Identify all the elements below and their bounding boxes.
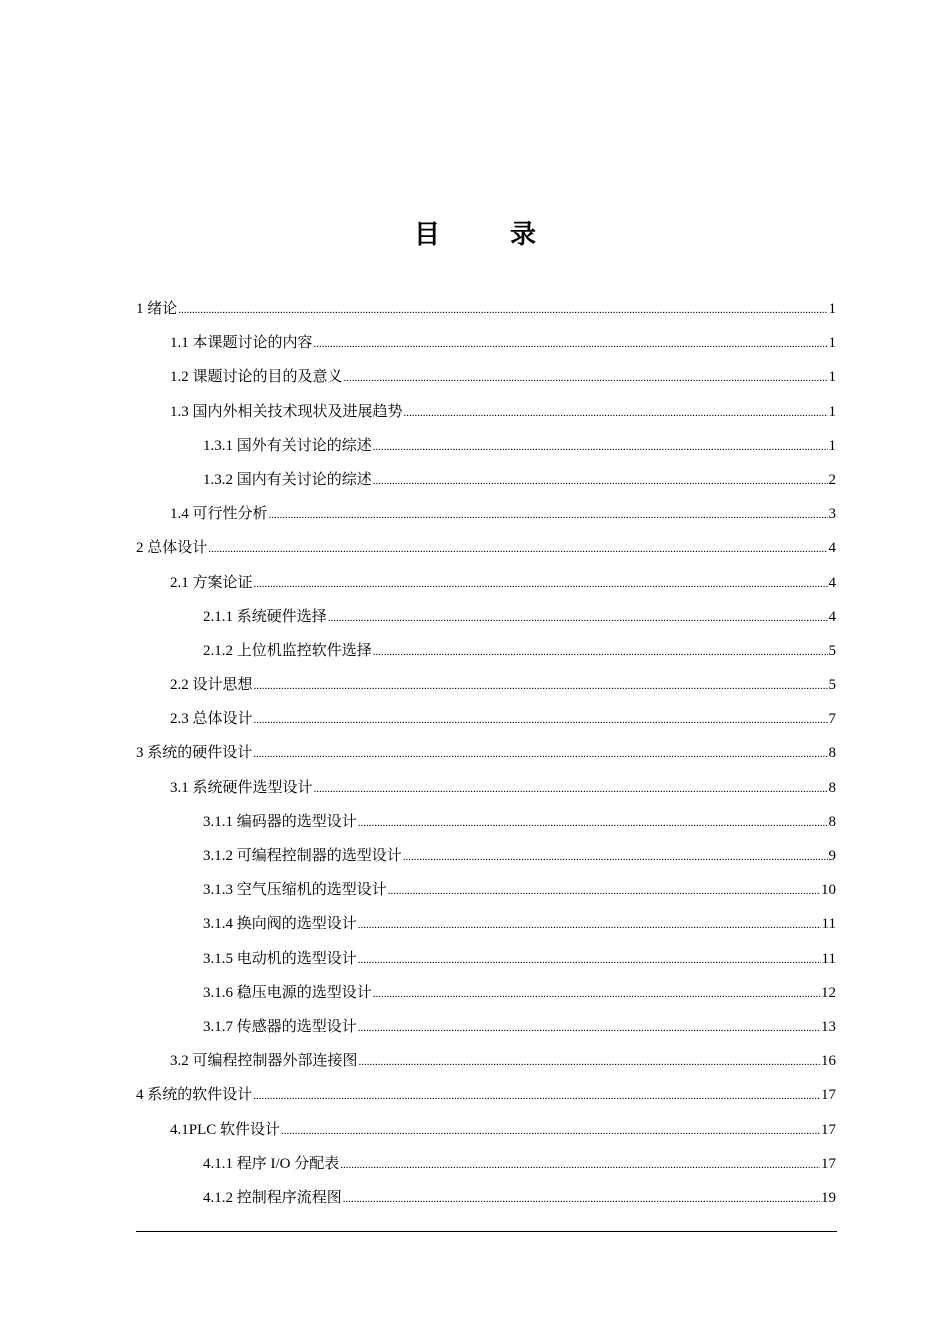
toc-dot-leader: [358, 943, 821, 977]
toc-entry-label: 2.3 总体设计: [170, 711, 253, 728]
toc-dot-leader: [328, 601, 828, 635]
toc-entry-page-number: 4: [828, 608, 836, 625]
toc-entry[interactable]: [136, 1181, 836, 1215]
toc-entry-label: 1.4 可行性分析: [170, 506, 268, 523]
toc-entry-label: 2.1.1 系统硬件选择: [203, 608, 327, 625]
toc-entry-label: 4.1.2 控制程序流程图: [203, 1189, 342, 1206]
toc-entry[interactable]: [136, 497, 836, 531]
toc-entry-label: 2 总体设计: [136, 540, 208, 557]
footer-rule: [136, 1231, 837, 1232]
toc-entry[interactable]: [136, 429, 836, 463]
toc-entry-page-number: 1: [828, 369, 836, 386]
toc-dot-leader: [253, 737, 827, 771]
toc-entry-page-number: 1: [828, 437, 836, 454]
toc-entry-page-number: 17: [821, 1087, 836, 1104]
toc-entry[interactable]: [136, 634, 836, 668]
toc-entry-label: 1.3.2 国内有关讨论的综述: [203, 471, 372, 488]
toc-dot-leader: [208, 532, 827, 566]
title-char-2: 录: [510, 220, 537, 250]
toc-dot-leader: [388, 874, 820, 908]
toc-entry-page-number: 11: [821, 950, 836, 967]
toc-dot-leader: [373, 635, 828, 669]
toc-entry-label: 3.1.1 编码器的选型设计: [203, 813, 357, 830]
toc-dot-leader: [254, 669, 828, 703]
toc-entry[interactable]: [136, 600, 836, 634]
toc-entry-label: 3.1.5 电动机的选型设计: [203, 950, 357, 967]
toc-entry-label: 3.1.2 可编程控制器的选型设计: [203, 848, 402, 864]
toc-dot-leader: [403, 840, 828, 874]
toc-entry[interactable]: [136, 1078, 836, 1112]
toc-entry-page-number: 8: [828, 745, 836, 762]
toc-entry[interactable]: [136, 1044, 836, 1078]
toc-entry[interactable]: [136, 1147, 836, 1181]
toc-entry-label: 2.1 方案论证: [170, 574, 253, 591]
toc-dot-leader: [269, 498, 828, 532]
toc-entry[interactable]: [136, 326, 836, 360]
toc-dot-leader: [254, 703, 828, 737]
toc-entry-page-number: 2: [828, 471, 836, 488]
toc-entry[interactable]: [136, 395, 836, 429]
title-char-1: 目: [413, 220, 440, 250]
toc-entry[interactable]: [136, 1113, 836, 1147]
toc-entry-page-number: 19: [821, 1189, 836, 1206]
toc-entry-label: 3.1.4 换向阀的选型设计: [203, 916, 357, 933]
toc-entry-page-number: 11: [821, 916, 836, 933]
toc-dot-leader: [373, 977, 820, 1011]
toc-dot-leader: [373, 430, 828, 464]
toc-dot-leader: [373, 464, 828, 498]
toc-dot-leader: [343, 1182, 820, 1216]
toc-entry-label: 1.3 国内外相关技术现状及进展趋势: [170, 403, 403, 420]
toc-dot-leader: [404, 396, 828, 430]
toc-entry-page-number: 1: [828, 301, 836, 317]
toc-dot-leader: [358, 806, 828, 840]
toc-entry-page-number: 5: [828, 642, 836, 659]
toc-entry-label: 4 系统的软件设计: [136, 1087, 253, 1104]
toc-entry-label: 1.3.1 国外有关讨论的综述: [203, 437, 372, 454]
toc-entry-page-number: 7: [828, 711, 836, 728]
toc-entry-page-number: 1: [828, 335, 836, 352]
toc-entry-page-number: 17: [821, 1155, 836, 1172]
toc-entry-page-number: 17: [821, 1121, 836, 1138]
toc-entry[interactable]: [136, 566, 836, 600]
toc-entry-label: 2.2 设计思想: [170, 677, 253, 694]
toc-dot-leader: [314, 772, 828, 806]
toc-dot-leader: [344, 361, 828, 395]
toc-entry-label: 1.2 课题讨论的目的及意义: [170, 369, 343, 386]
toc-entry[interactable]: [136, 736, 836, 770]
toc-entry[interactable]: [136, 668, 836, 702]
toc-dot-leader: [359, 1045, 820, 1079]
toc-entry-label: 3.1.3 空气压缩机的选型设计: [203, 882, 387, 899]
page-title: [0, 214, 950, 251]
toc-dot-leader: [358, 1011, 820, 1045]
toc-entry[interactable]: [136, 873, 836, 907]
toc-entry[interactable]: [136, 839, 836, 873]
toc-entry-label: 2.1.2 上位机监控软件选择: [203, 642, 372, 659]
toc-entry[interactable]: [136, 976, 836, 1010]
toc-entry-page-number: 1: [828, 403, 836, 420]
toc-entry[interactable]: [136, 907, 836, 941]
toc-entry-label: 3.1.6 稳压电源的选型设计: [203, 984, 372, 1001]
toc-entry[interactable]: [136, 360, 836, 394]
toc-entry-page-number: 3: [828, 506, 836, 523]
toc-entry-page-number: 4: [828, 574, 836, 591]
toc-dot-leader: [254, 567, 828, 601]
toc-entry-label: 1.1 本课题讨论的内容: [170, 335, 313, 352]
toc-entry-page-number: 10: [821, 882, 836, 899]
toc-entry-page-number: 4: [828, 540, 836, 557]
toc-dot-leader: [281, 1114, 820, 1148]
toc-entry-page-number: 5: [828, 677, 836, 694]
toc-entry-label: 3.2 可编程控制器外部连接图: [170, 1053, 358, 1070]
toc-entry[interactable]: [136, 771, 836, 805]
toc-dot-leader: [178, 293, 827, 327]
toc-entry[interactable]: [136, 531, 836, 565]
toc-entry-label: 4.1PLC 软件设计: [170, 1121, 281, 1138]
toc-entry-label: 4.1.1 程序 I/O 分配表: [203, 1155, 340, 1172]
toc-entry[interactable]: [136, 942, 836, 976]
toc-dot-leader: [358, 908, 821, 942]
toc-entry[interactable]: [136, 292, 836, 326]
toc-dot-leader: [314, 327, 828, 361]
toc-entry-page-number: 16: [821, 1053, 836, 1070]
table-of-contents: [136, 292, 836, 1215]
toc-entry-label: 3.1 系统硬件选型设计: [170, 779, 313, 796]
toc-entry[interactable]: [136, 702, 836, 736]
toc-entry-label: 3 系统的硬件设计: [136, 745, 253, 762]
toc-entry-page-number: 9: [828, 848, 836, 864]
toc-entry-label: 3.1.7 传感器的选型设计: [203, 1018, 357, 1035]
toc-entry-page-number: 8: [828, 779, 836, 796]
toc-entry-page-number: 13: [821, 1018, 836, 1035]
toc-entry[interactable]: [136, 463, 836, 497]
toc-entry-page-number: 12: [821, 984, 836, 1001]
toc-entry[interactable]: [136, 1010, 836, 1044]
toc-entry-label: 1 绪论: [136, 301, 178, 317]
toc-entry-page-number: 8: [828, 813, 836, 830]
toc-entry[interactable]: [136, 805, 836, 839]
toc-dot-leader: [253, 1079, 820, 1113]
toc-dot-leader: [340, 1148, 820, 1182]
